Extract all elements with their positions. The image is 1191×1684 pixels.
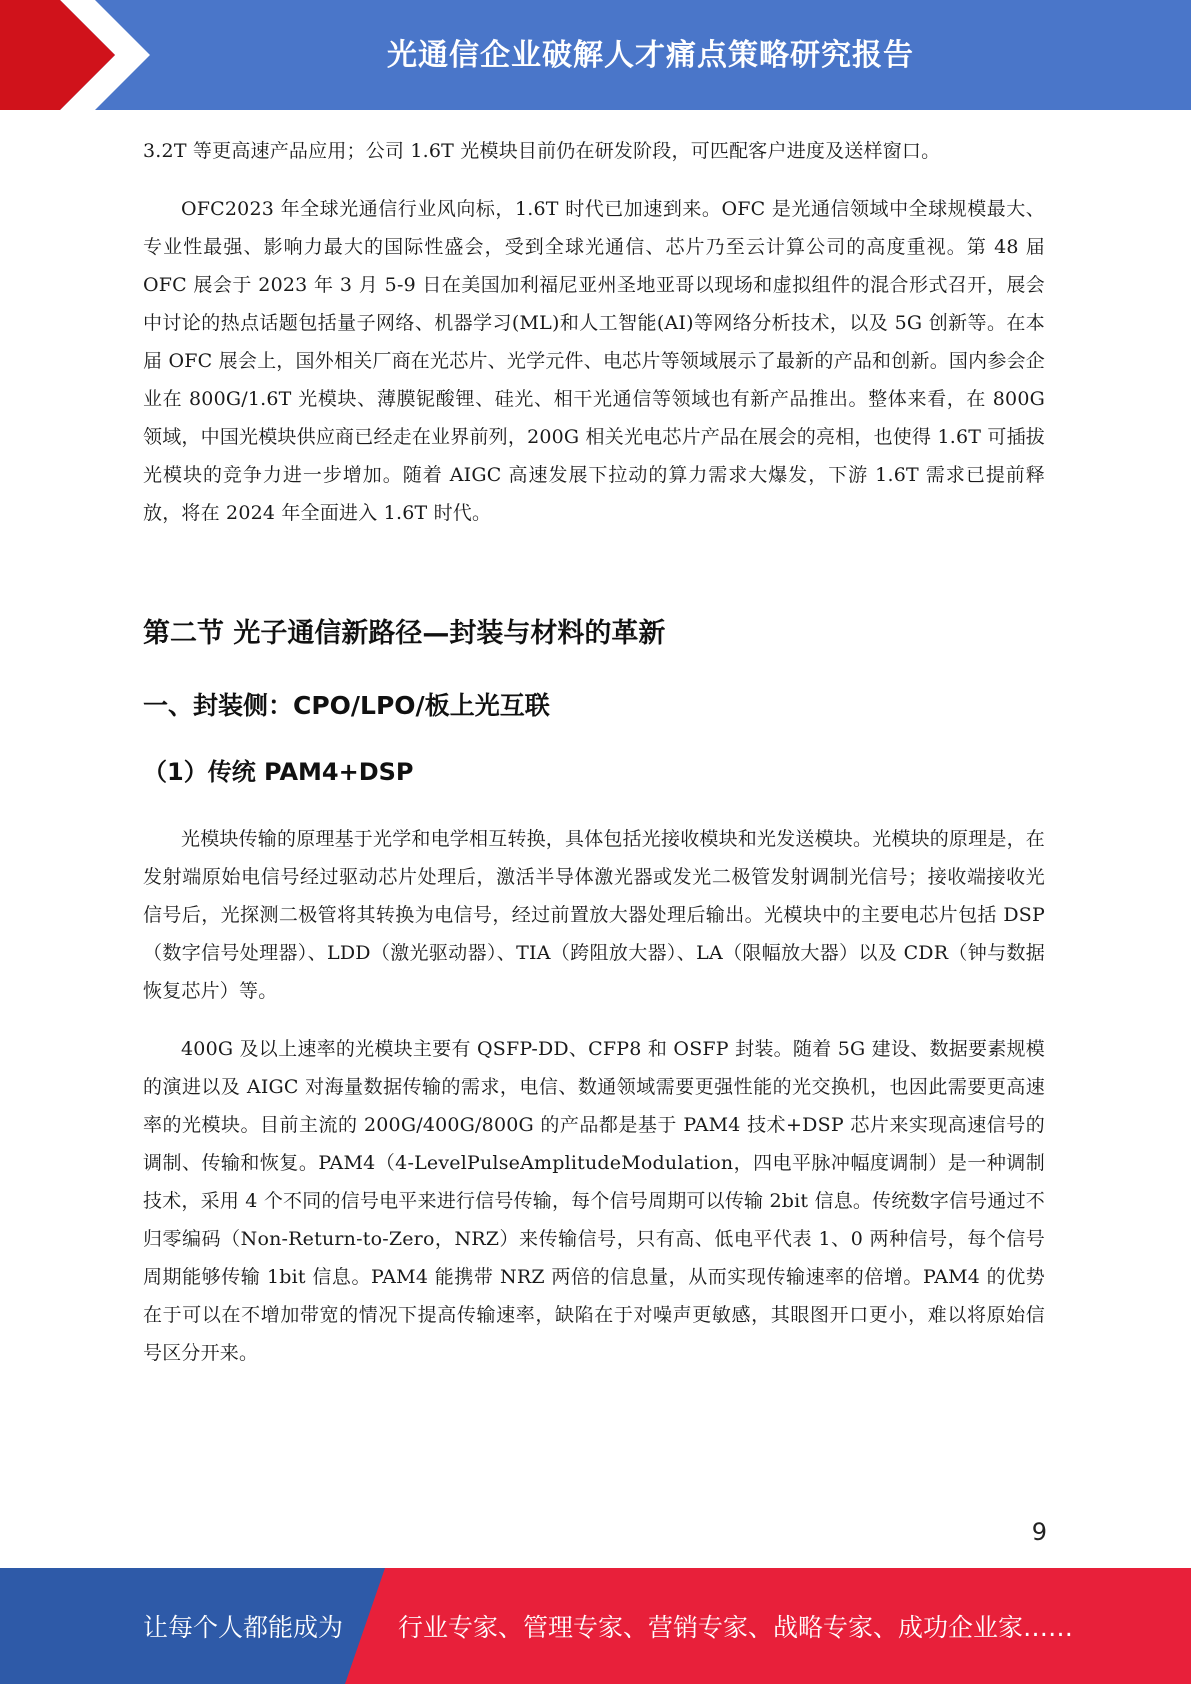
paragraph-continuation: 3.2T 等更高速产品应用；公司 1.6T 光模块目前仍在研发阶段，可匹配客户进度及送样窗口。: [143, 140, 941, 162]
footer-slogan-left: 让每个人都能成为: [143, 1613, 344, 1642]
subsection-heading: 一、封装侧：CPO/LPO/板上光互联: [143, 691, 550, 720]
paragraph-ofc2023: OFC2023 年全球光通信行业风向标，1.6T 时代已加速到来。OFC 是光通信领域中全球规模最大、专业性最强、影响力最大的国际性盛会，受到全球光通信、芯片乃至云计算公司的高度重视。第 48 届 OFC 展会于 2023 年 3 月 5-9 日在美国加利福尼亚州圣地亚哥以现场和虚拟组件的混合形式召开，展会中讨论的热点话题包括量子网络、机器学习(ML)和人工智能(AI)等网络分析技术，以及 5G 创新等。在本届 OFC 展会上，国外相关厂商在光芯片、光学元件、电芯片等领域展示了最新的产品和创新。国内参会企业在 800G/1.6T 光模块、薄膜铌酸锂、硅光、相干光通信等领域也有新产品推出。整体来看，在 800G 领域，中国光模块供应商已经走在业界前列，200G 相关光电芯片产品在展会的亮相，也使得 1.6T 可插拔光模块的竞争力进一步增加。随着 AIGC 高速发展下拉动的算力需求大爆发，下游 1.6T 需求已提前释放，将在 2024 年全面进入 1.6T 时代。: [143, 198, 1045, 524]
page-footer: [0, 1568, 1191, 1684]
footer-slogan-right: 行业专家、管理专家、营销专家、战略专家、成功企业家……: [398, 1613, 1074, 1642]
page-number: 9: [1031, 1518, 1047, 1546]
paragraph-pam4: 400G 及以上速率的光模块主要有 QSFP-DD、CFP8 和 OSFP 封装。随着 5G 建设、数据要素规模的演进以及 AIGC 对海量数据传输的需求，电信、数通领域需要更强性能的光交换机，也因此需要更高速率的光模块。目前主流的 200G/400G/800G 的产品都是基于 PAM4 技术+DSP 芯片来实现高速信号的调制、传输和恢复。PAM4（4-LevelPulseAmplitudeModulation，四电平脉冲幅度调制）是一种调制技术，采用 4 个不同的信号电平来进行信号传输，每个信号周期可以传输 2bit 信息。传统数字信号通过不归零编码（Non-Return-to-Zero，NRZ）来传输信号，只有高、低电平代表 1、0 两种信号，每个信号周期能够传输 1bit 信息。PAM4 能携带 NRZ 两倍的信息量，从而实现传输速率的倍增。PAM4 的优势在于可以在不增加带宽的情况下提高传输速率，缺陷在于对噪声更敏感，其眼图开口更小，难以将原始信号区分开来。: [143, 1038, 1045, 1364]
report-title: 光通信企业破解人才痛点策略研究报告: [387, 38, 914, 73]
section-heading: 第二节 光子通信新路径—封装与材料的革新: [143, 618, 666, 649]
sub-subsection-heading: （1）传统 PAM4+DSP: [143, 758, 414, 786]
page-content: [143, 132, 1045, 1372]
paragraph-optical-module-principle: 光模块传输的原理基于光学和电学相互转换，具体包括光接收模块和光发送模块。光模块的原理是，在发射端原始电信号经过驱动芯片处理后，激活半导体激光器或发光二极管发射调制光信号；接收端接收光信号后，光探测二极管将其转换为电信号，经过前置放大器处理后输出。光模块中的主要电芯片包括 DSP（数字信号处理器）、LDD（激光驱动器）、TIA（跨阻放大器）、LA（限幅放大器）以及 CDR（钟与数据恢复芯片）等。: [143, 828, 1046, 1002]
page-header: [0, 0, 1191, 110]
